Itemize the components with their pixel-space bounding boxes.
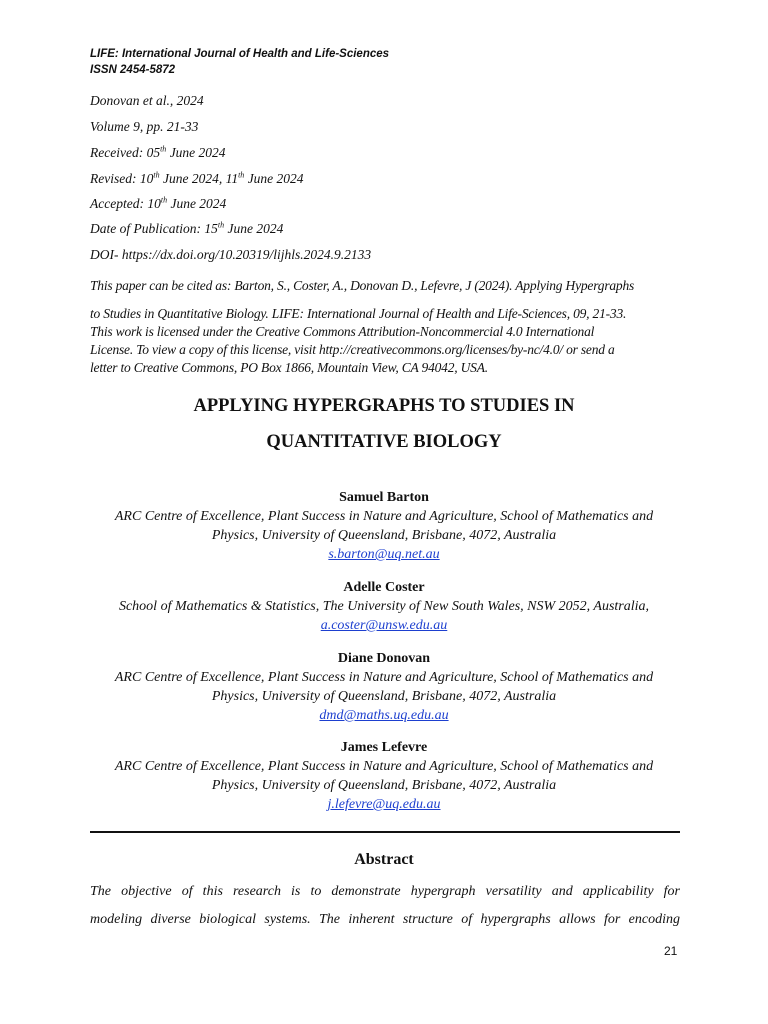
abstract-body [90, 878, 680, 934]
section-divider [90, 831, 680, 833]
abstract-line: The objective of this research is to demonstrate hypergraph versatility and applicability for [90, 884, 680, 899]
author-affiliation: School of Mathematics & Statistics, The University of New South Wales, NSW 2052, Australia, [118, 599, 650, 614]
author-name: Diane Donovan [337, 651, 431, 666]
author-affiliation: ARC Centre of Excellence, Plant Success in Nature and Agriculture, School of Mathematics and [114, 509, 654, 524]
title-line: QUANTITATIVE BIOLOGY [266, 432, 502, 452]
author-email-link[interactable]: dmd@maths.uq.edu.au [319, 708, 449, 723]
author-email-link[interactable]: a.coster@unsw.edu.au [320, 618, 448, 633]
volume-info: Volume 9, pp. 21-33 [90, 119, 199, 134]
author-affiliation: Physics, University of Queensland, Brisbane, 4072, Australia [211, 689, 557, 704]
abstract-heading: Abstract [354, 851, 414, 868]
author-name: James Lefevre [340, 740, 428, 755]
license-notice [90, 323, 690, 377]
author-block [70, 649, 698, 725]
author-email-link[interactable]: s.barton@uq.net.au [328, 547, 440, 562]
license-line: This work is licensed under the Creative Commons Attribution-Noncommercial 4.0 International [90, 324, 595, 339]
author-block [70, 578, 698, 635]
journal-name: LIFE: International Journal of Health and Life-Sciences [90, 48, 390, 60]
doi-line[interactable]: DOI- https://dx.doi.org/10.20319/lijhls.2024.9.2133 [90, 247, 372, 262]
abstract-line: modeling diverse biological systems. The inherent structure of hypergraphs allows for encoding [90, 912, 680, 927]
author-affiliation: Physics, University of Queensland, Brisbane, 4072, Australia [211, 778, 557, 793]
author-block [70, 738, 698, 814]
license-line[interactable]: License. To view a copy of this license, visit http://creativecommons.org/licenses/by-nc/4.0/ or send a [90, 342, 615, 357]
author-name: Adelle Coster [343, 580, 425, 595]
author-affiliation: ARC Centre of Excellence, Plant Success in Nature and Agriculture, School of Mathematics and [114, 670, 654, 685]
title-line: APPLYING HYPERGRAPHS TO STUDIES IN [193, 396, 575, 416]
journal-header [90, 46, 389, 78]
author-email-link[interactable]: j.lefevre@uq.edu.au [327, 797, 441, 812]
received-date: Received: 05th June 2024 [90, 144, 226, 160]
paper-title [0, 388, 768, 460]
authors-short: Donovan et al., 2024 [90, 93, 204, 108]
citation [90, 272, 690, 328]
author-affiliation: ARC Centre of Excellence, Plant Success in Nature and Agriculture, School of Mathematics and [114, 759, 654, 774]
author-affiliation: Physics, University of Queensland, Brisbane, 4072, Australia [211, 528, 557, 543]
accepted-date: Accepted: 10th June 2024 [90, 195, 227, 211]
revised-date: Revised: 10th June 2024, 11th June 2024 [90, 170, 304, 186]
journal-issn: ISSN 2454-5872 [90, 64, 176, 76]
page-number: 21 [664, 944, 678, 958]
publication-date: Date of Publication: 15th June 2024 [90, 220, 284, 236]
author-block [70, 488, 698, 564]
citation-line: to Studies in Quantitative Biology. LIFE: International Journal of Health and Life-Sciences, 09, 21-33. [90, 306, 627, 321]
author-name: Samuel Barton [339, 490, 429, 505]
citation-line: This paper can be cited as: Barton, S., Coster, A., Donovan D., Lefevre, J (2024). Applying Hypergraphs [90, 278, 635, 293]
license-line: letter to Creative Commons, PO Box 1866, Mountain View, CA 94042, USA. [90, 360, 488, 375]
